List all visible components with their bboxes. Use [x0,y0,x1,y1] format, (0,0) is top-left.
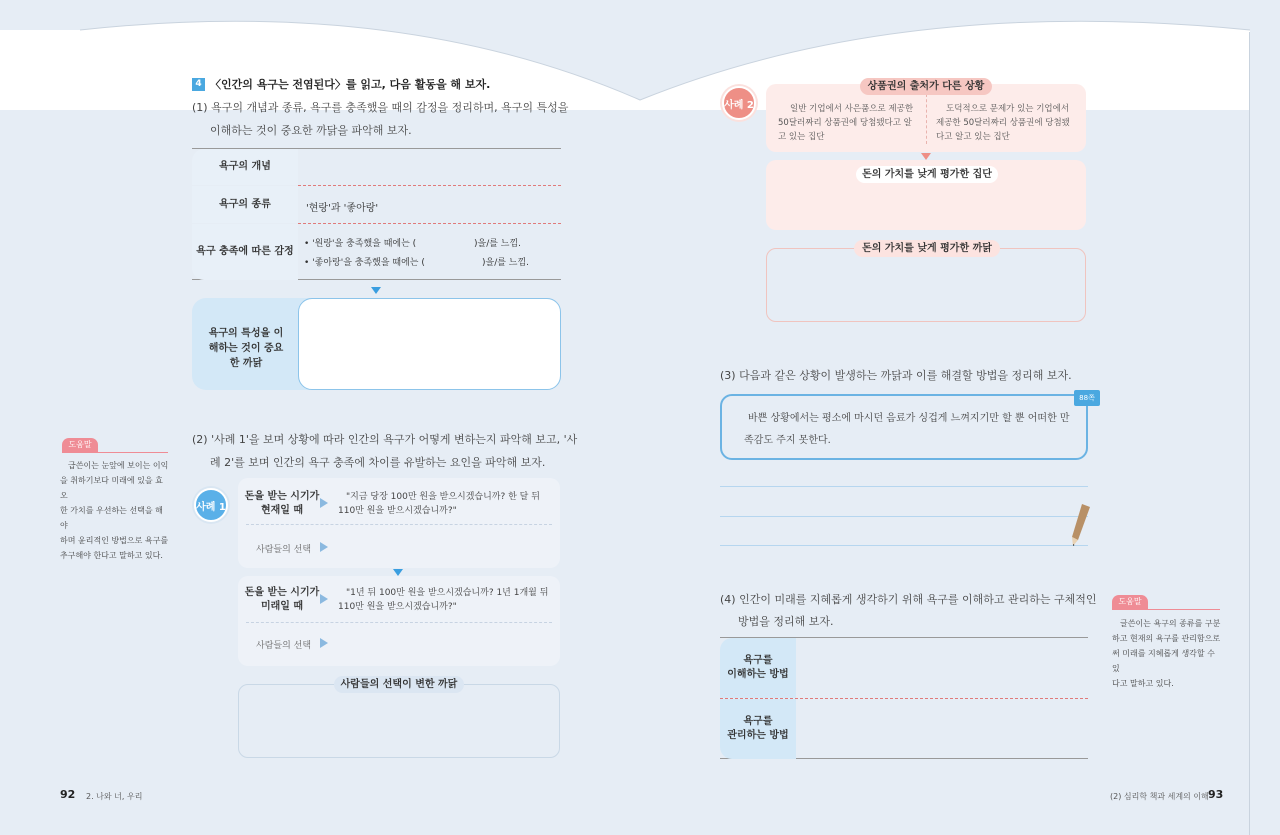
case-2-title-pill: 상품권의 출처가 다른 상황 [860,78,992,95]
question-4-line-2: 방법을 정리해 보자. [738,615,834,628]
case-1-reason-pill: 사람들의 선택이 변한 까닭 [334,676,464,693]
divider [1112,609,1220,610]
case-1-future-label [238,586,326,614]
right-page-number: 93 [1208,788,1224,801]
label-line: 미래일 때 [260,601,304,612]
label-line: 욕구를 [743,655,773,666]
feeling-line-2-suffix: )을/를 느낌. [482,258,530,268]
note-line: 추구해야 한다고 말하고 있다. [60,551,163,560]
divider [246,622,552,623]
page-ref-tag: 88쪽 [1074,390,1100,406]
feeling-line-1-suffix: )을/를 느낌. [474,239,522,249]
down-arrow-icon [393,569,403,576]
activity-number-badge: 4 [192,78,205,91]
case-2-right-text [936,102,1086,144]
case-1-future-quote [338,586,548,614]
quote-line: 110만 원을 받으시겠습니까?" [338,506,457,516]
label-line: 이해하는 방법 [727,669,789,680]
q4-label-manage [720,699,796,759]
pencil-icon [1068,504,1092,548]
feeling-line-1-prefix: • '원랑'을 충족했을 때에는 ( [304,239,417,249]
writing-line[interactable] [720,486,1088,487]
activity-heading [192,76,490,92]
writing-line[interactable] [720,516,1088,517]
label-line: 욕구를 [743,716,773,727]
text-line: 제공한 50달러짜리 상품권에 당첨됐 [936,118,1070,128]
case-1-badge: 사례 1 [194,488,228,522]
quote-line: "지금 당장 100만 원을 받으시겠습니까? 한 달 뒤 [346,492,540,502]
left-side-note [60,458,170,563]
table-divider [298,185,561,186]
down-arrow-icon [371,287,381,294]
quote-line: "1년 뒤 100만 원을 받으시겠습니까? 1년 1개월 뒤 [346,588,549,598]
case-2-reason-answer[interactable] [766,248,1086,322]
table-label-concept: 욕구의 개념 [192,149,298,185]
note-line: 급쓴이는 눈앞에 보이는 이익 [68,461,169,470]
case-2-group-pill: 돈의 가치를 낮게 평가한 집단 [856,166,998,183]
question-3: (3) 다음과 같은 상황이 발생하는 까닭과 이를 해결할 방법을 정리해 보자. [720,369,1072,382]
help-tag: 도움말 [62,438,98,452]
case-1-future-box [238,576,560,666]
left-page-number: 92 [60,788,76,801]
case-1-reason-area[interactable] [238,684,560,758]
case-1-future-choice: 사람들의 선택 [256,641,312,651]
reason-answer-area[interactable] [298,298,561,390]
label-line: 돈을 받는 시기가 [244,587,320,598]
table-label-feelings: 욕구 충족에 따른 감정 [192,224,298,280]
case-2-reason-pill: 돈의 가치를 낮게 평가한 까닭 [854,240,1000,257]
right-page-body [642,32,1250,835]
table-cell-concept[interactable] [298,149,561,185]
case-1-present-box [238,478,560,568]
case-1-present-choice: 사람들의 선택 [256,545,312,555]
question-1-line-2: 이해하는 것이 중요한 까닭을 파악해 보자. [210,124,412,137]
q4-table [720,637,1088,759]
q4-answer-understand[interactable] [796,638,1088,698]
right-side-note [1112,616,1224,691]
question-2-line-2: 례 2'를 보며 인간의 욕구 충족에 차이를 유발하는 요인을 파악해 보자. [210,456,546,469]
note-line: 을 취하기보다 미래에 있을 효오 [60,476,163,500]
note-line: 하며 윤리적인 방법으로 욕구를 [60,536,169,545]
text-line: 족감도 주지 못한다. [744,435,831,446]
text-line: 일반 기업에서 사은품으로 제공한 [790,104,914,114]
case-1-present-label [238,490,326,518]
note-line: 글쓴이는 욕구의 종류를 구분 [1120,619,1221,628]
q4-answer-manage[interactable] [796,699,1088,759]
right-footer: (2) 심리학 책과 세계의 이해 [1110,792,1209,801]
note-line: 써 미래를 지혜롭게 생각할 수 있 [1112,649,1215,673]
label-line: 관리하는 방법 [727,730,789,741]
label-line: 현재일 때 [260,505,304,516]
case-2-left-text [778,102,928,144]
text-line: 50달러짜리 상품권에 당첨됐다고 알 [778,118,912,128]
note-line: 하고 현재의 욕구를 관리함으로 [1112,634,1221,643]
divider [246,524,552,525]
arrow-right-icon [320,542,328,552]
note-line: 다고 말하고 있다. [1112,679,1174,688]
table-divider [298,223,561,224]
q3-situation-text [744,408,1070,452]
desire-table [192,148,561,280]
reason-box-label: 욕구의 특성을 이해하는 것이 중요한 까닭 [208,328,284,369]
table-cell-types: '현랑'과 '좋아랑' [306,203,379,214]
question-1-line-1: (1) 욕구의 개념과 종류, 욕구를 충족했을 때의 감정을 정리하며, 욕구의 특성을 [192,101,569,114]
text-line: 다고 알고 있는 집단 [936,132,1010,142]
down-arrow-icon [921,153,931,160]
table-label-types: 욕구의 종류 [192,186,298,223]
reason-box [192,298,561,390]
feeling-line-2-prefix: • '좋아랑'을 충족했을 때에는 ( [304,258,425,268]
arrow-right-icon [320,594,328,604]
case-1-present-quote [338,490,540,518]
q3-situation-box [720,394,1088,460]
text-line: 고 있는 집단 [778,132,825,142]
writing-line[interactable] [720,545,1088,546]
question-4-line-1: (4) 인간이 미래를 지혜롭게 생각하기 위해 욕구를 이해하고 관리하는 구체적인 [720,593,1097,606]
arrow-right-icon [320,638,328,648]
q4-label-understand [720,638,796,698]
question-2-line-1: (2) '사례 1'을 보며 상황에 따라 인간의 욕구가 어떻게 변하는지 파악해 보고, '사 [192,433,578,446]
label-line: 돈을 받는 시기가 [244,491,320,502]
divider [62,452,168,453]
activity-title: 〈인간의 욕구는 전염된다〉를 읽고, 다음 활동을 해 보자. [210,78,491,91]
case-2-badge: 사례 2 [722,86,756,120]
note-line: 한 가치를 우선하는 선택을 해야 [60,506,163,530]
text-line: 도덕적으로 문제가 있는 기업에서 [946,104,1070,114]
help-tag: 도움말 [1112,595,1148,609]
left-footer: 2. 나와 너, 우리 [86,792,143,801]
left-page-body [0,32,642,835]
text-line: 바쁜 상황에서는 평소에 마시던 음료가 싱겁게 느껴지기만 할 뿐 어떠한 만 [748,413,1070,424]
quote-line: 110만 원을 받으시겠습니까?" [338,602,457,612]
arrow-right-icon [320,498,328,508]
